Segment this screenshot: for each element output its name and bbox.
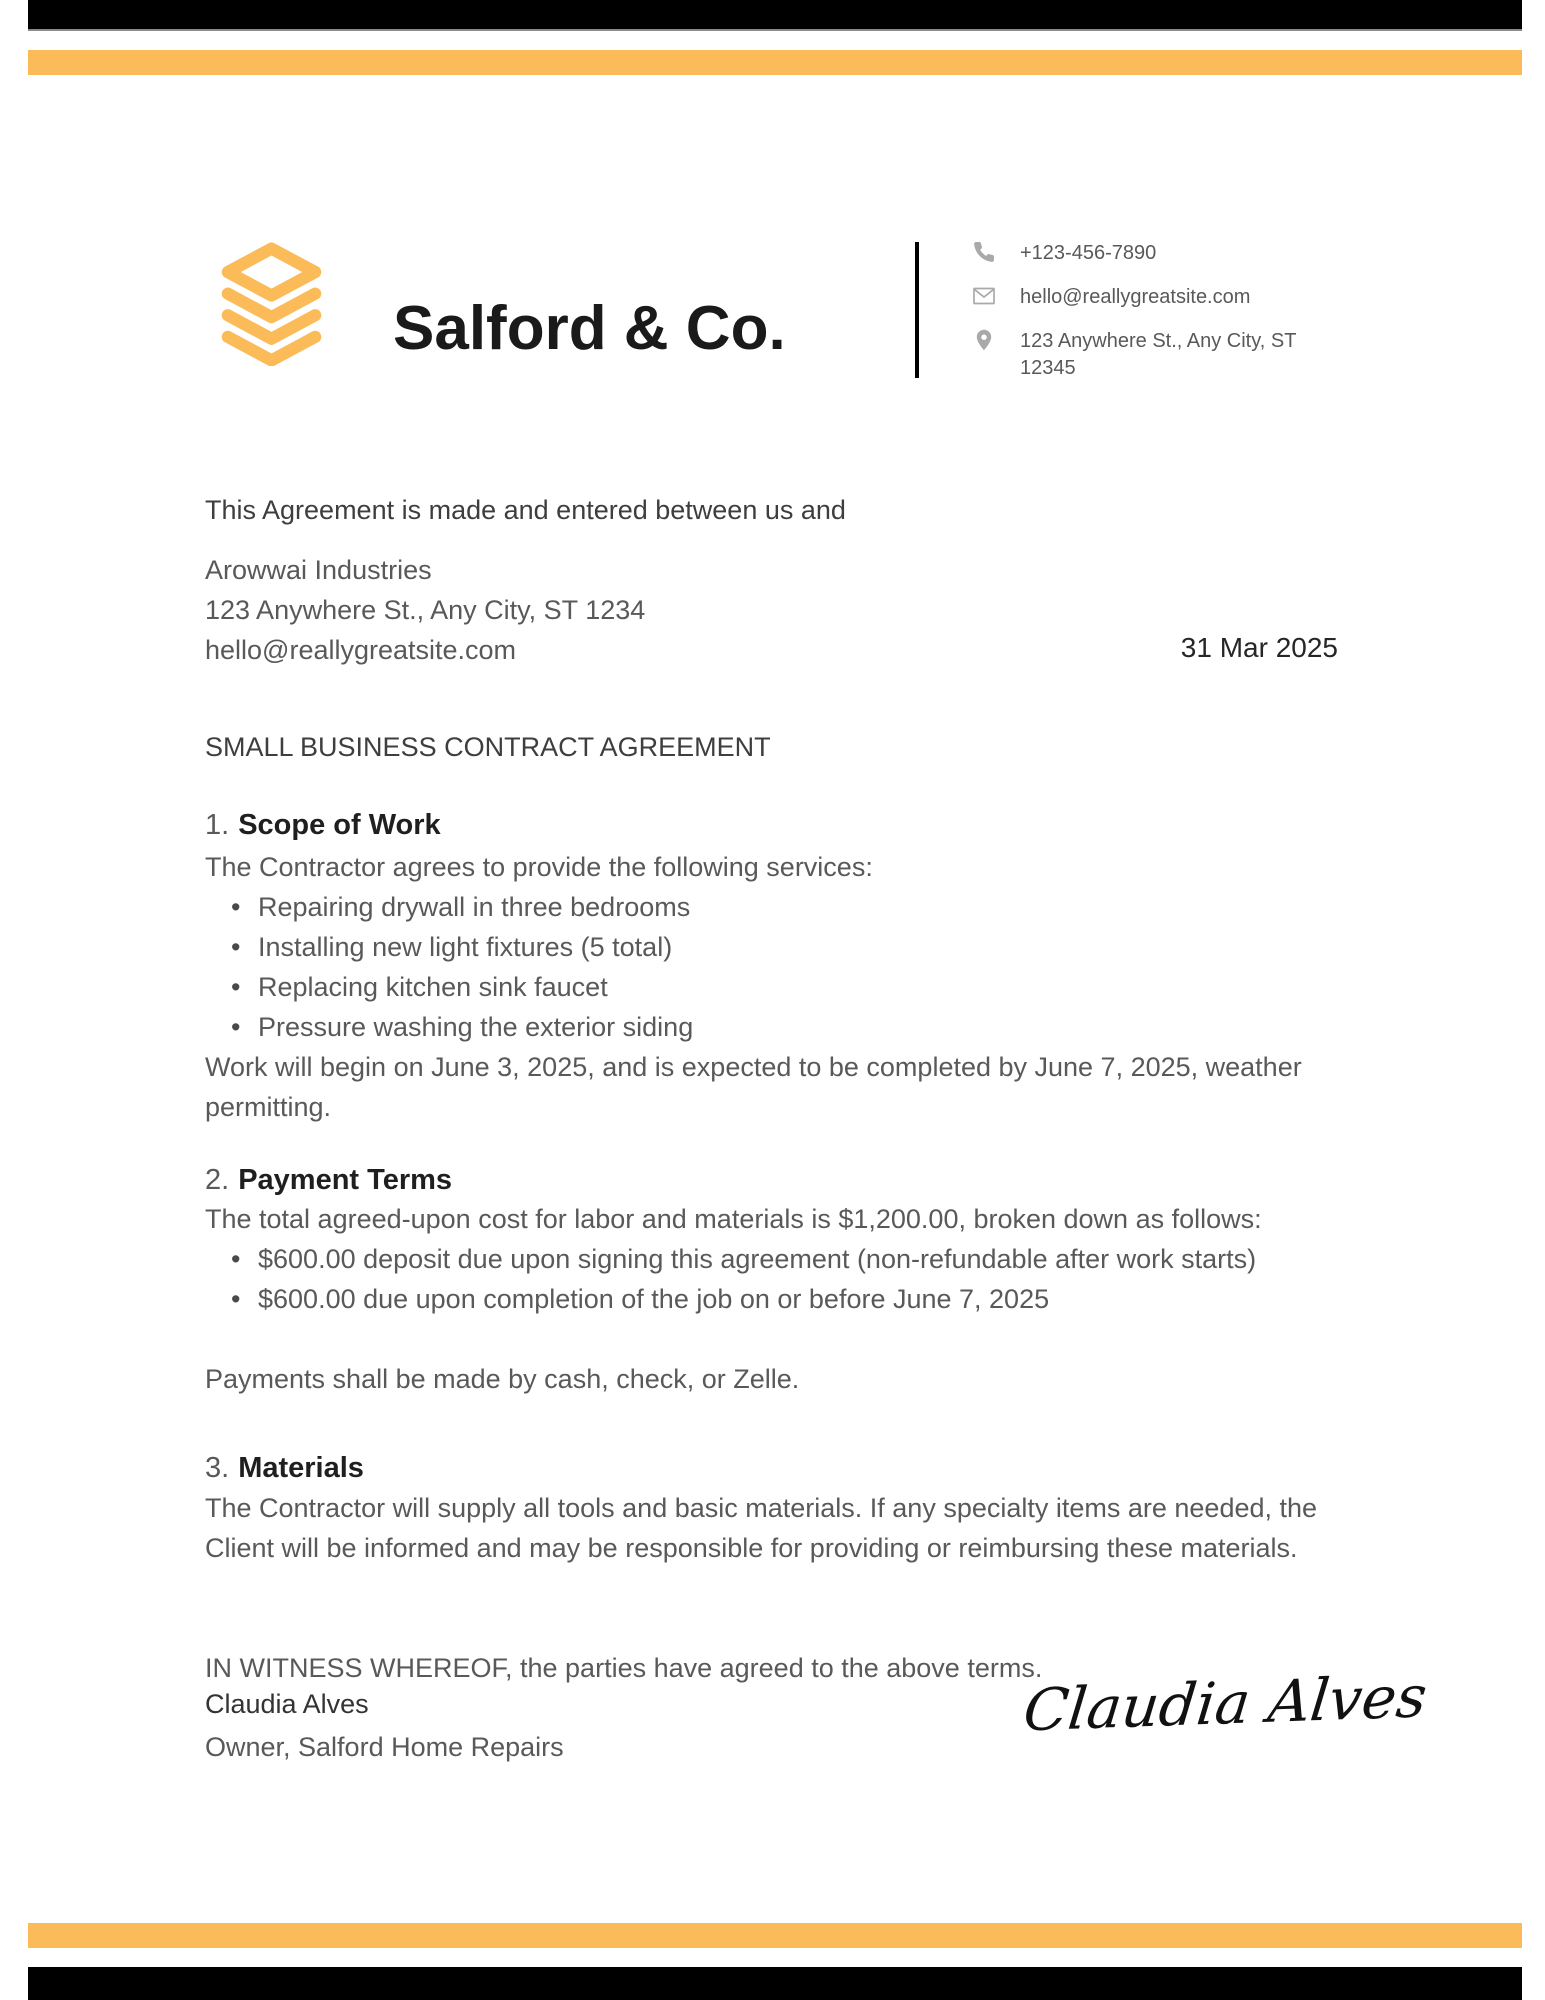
- section-1-title: Scope of Work: [238, 809, 441, 841]
- section-3-title: Materials: [238, 1452, 364, 1484]
- section-2-intro: The total agreed-upon cost for labor and materials is $1,200.00, broken down as follows:: [205, 1204, 1262, 1234]
- top-black-bar: [28, 0, 1522, 31]
- contact-address: 123 Anywhere St., Any City, ST 12345: [1020, 330, 1297, 379]
- section-2-number: 2.: [205, 1164, 230, 1196]
- section-1-body: [205, 847, 1365, 1127]
- client-name: Arowwai Industries: [205, 555, 432, 585]
- signatory-name: Claudia Alves: [205, 1689, 369, 1719]
- company-name: Salford & Co.: [393, 294, 786, 363]
- location-pin-icon: [972, 328, 996, 352]
- agreement-opening-line: This Agreement is made and entered between us and: [205, 495, 846, 525]
- list-item: • Repairing drywall in three bedrooms: [205, 887, 1365, 927]
- signatory-title: Owner, Salford Home Repairs: [205, 1732, 564, 1762]
- header-divider: [915, 242, 919, 378]
- section-2-title: Payment Terms: [238, 1164, 453, 1196]
- signature: Claudia Alves: [1020, 1662, 1431, 1745]
- section-2-heading: [205, 1160, 1365, 1200]
- contact-phone-row: [972, 240, 1302, 267]
- phone-icon: [972, 240, 996, 264]
- list-item: • Replacing kitchen sink faucet: [205, 967, 1365, 1007]
- envelope-icon: [972, 284, 996, 308]
- contact-info-block: [972, 240, 1302, 399]
- contact-phone: +123-456-7890: [1020, 242, 1157, 264]
- section-1-heading: [205, 805, 1365, 845]
- section-1-outro: Work will begin on June 3, 2025, and is expected to be completed by June 7, 2025, weather permitting.: [205, 1052, 1302, 1122]
- list-item: • Installing new light fixtures (5 total): [205, 927, 1365, 967]
- document-title: SMALL BUSINESS CONTRACT AGREEMENT: [205, 732, 771, 762]
- bottom-orange-bar: [28, 1923, 1522, 1948]
- section-1-intro: The Contractor agrees to provide the following services:: [205, 852, 873, 882]
- section-1-bullet-list: [205, 887, 1365, 1047]
- contact-email-row: [972, 284, 1302, 311]
- agreement-date: 31 Mar 2025: [1180, 632, 1338, 663]
- section-3-heading: [205, 1448, 1365, 1488]
- list-item: • Pressure washing the exterior siding: [205, 1007, 1365, 1047]
- section-3-intro: The Contractor will supply all tools and basic materials. If any specialty items are needed, the Client will be informed and may be responsible for providing or reimbursing these materials.: [205, 1493, 1318, 1563]
- section-1-number: 1.: [205, 809, 230, 841]
- contact-address-row: [972, 328, 1302, 382]
- list-item: • $600.00 due upon completion of the job on or before June 7, 2025: [205, 1279, 1365, 1319]
- witness-line: IN WITNESS WHEREOF, the parties have agreed to the above terms.: [205, 1653, 1043, 1683]
- contact-email: hello@reallygreatsite.com: [1020, 286, 1251, 308]
- client-email: hello@reallygreatsite.com: [205, 635, 517, 665]
- section-2-bullet-list: [205, 1239, 1365, 1319]
- bottom-black-bar: [28, 1967, 1522, 2000]
- section-2-body: [205, 1199, 1365, 1399]
- list-item: • $600.00 deposit due upon signing this agreement (non-refundable after work starts): [205, 1239, 1365, 1279]
- section-2-outro: Payments shall be made by cash, check, or Zelle.: [205, 1364, 800, 1394]
- layers-stack-icon: [218, 242, 325, 366]
- client-address: 123 Anywhere St., Any City, ST 1234: [205, 595, 646, 625]
- top-orange-bar: [28, 50, 1522, 75]
- section-3-number: 3.: [205, 1452, 230, 1484]
- section-3-body: [205, 1488, 1365, 1568]
